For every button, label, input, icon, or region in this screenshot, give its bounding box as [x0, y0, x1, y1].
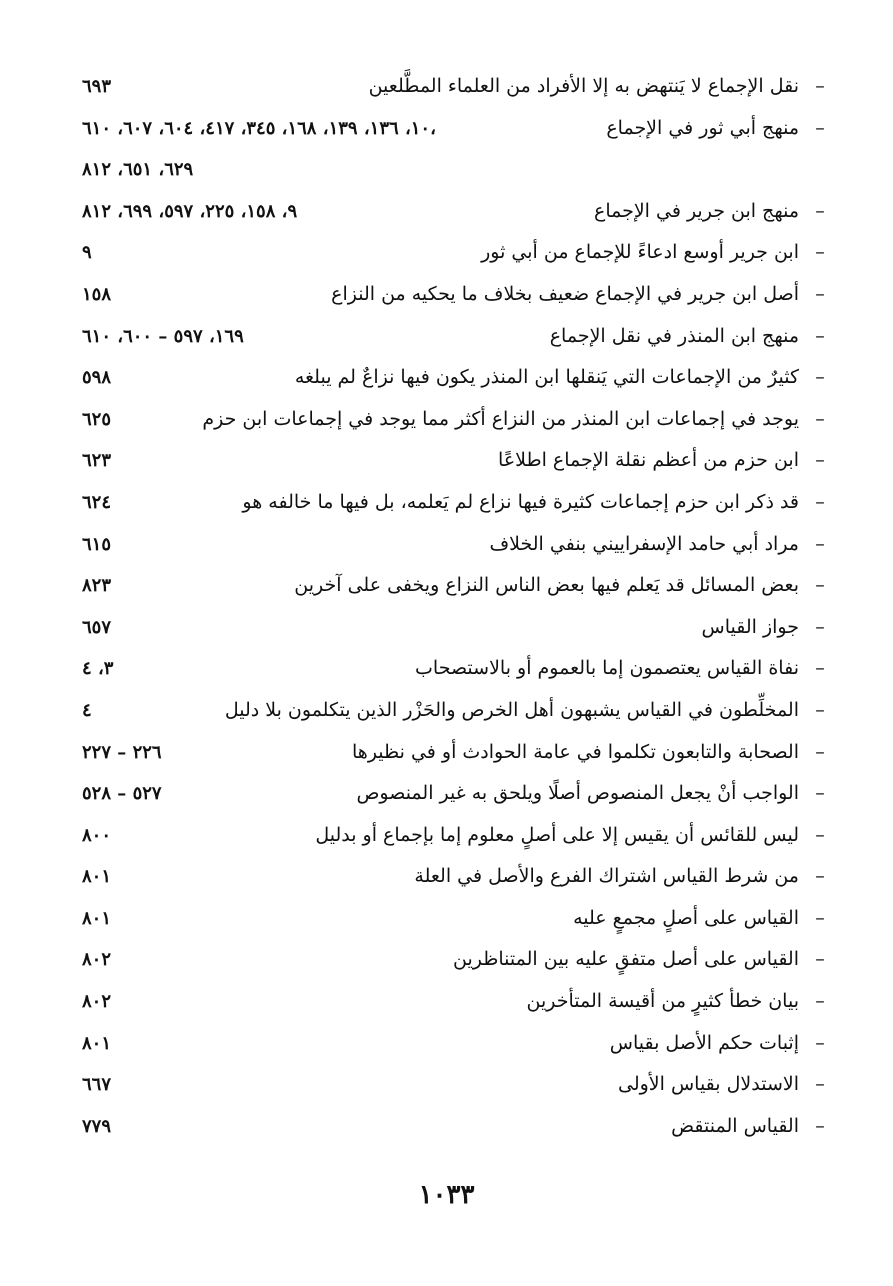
entry-pages: ٨٠٢	[82, 991, 112, 1013]
index-entry	[82, 191, 825, 233]
entry-text: يوجد في إجماعات ابن المنذر من النزاع أكثر مما يوجد في إجماعات ابن حزم	[202, 407, 799, 430]
entry-dash: –	[815, 948, 825, 971]
entry-pages: ٦٢٣	[82, 450, 112, 472]
index-entry	[82, 565, 825, 607]
index-entry	[82, 66, 825, 108]
entry-text: قد ذكر ابن حزم إجماعات كثيرة فيها نزاع لم يَعلمه، بل فيها ما خالفه هو	[242, 490, 799, 513]
entry-pages: ٨٠٠	[82, 824, 112, 846]
index-entry	[82, 732, 825, 774]
entry-text: الاستدلال بقياس الأولى	[618, 1073, 799, 1096]
index-entries	[82, 66, 825, 1147]
index-entry	[82, 232, 825, 274]
entry-pages: ٨٠٢	[82, 949, 112, 971]
entry-pages: ١٥٨	[82, 283, 112, 305]
entry-text: الواجب أنْ يجعل المنصوص أصلًا ويلحق به غير المنصوص	[356, 782, 799, 805]
entry-dash: –	[815, 1031, 825, 1054]
entry-text: الصحابة والتابعون تكلموا في عامة الحوادث أو في نظيرها	[352, 740, 799, 763]
entry-dash: –	[815, 75, 825, 97]
page-number: ١٠٣٣	[418, 1180, 475, 1210]
entry-pages: ٦٢٤	[82, 491, 112, 513]
entry-dash: –	[815, 199, 825, 222]
entry-dash: –	[815, 740, 825, 763]
index-entry	[82, 981, 825, 1023]
entry-dash: –	[815, 241, 825, 264]
entry-text: ابن حزم من أعظم نقلة الإجماع اطلاعًا	[498, 449, 799, 472]
entry-text: القياس على أصل متفقٍ عليه بين المتناظرين	[453, 948, 799, 971]
entry-dash: –	[815, 1114, 825, 1137]
entry-text: منهج أبي ثور في الإجماع	[606, 116, 799, 139]
entry-text: القياس المنتقض	[671, 1114, 799, 1137]
index-entry	[82, 440, 825, 482]
index-entry	[82, 607, 825, 649]
index-entry	[82, 898, 825, 940]
entry-dash: –	[815, 366, 825, 389]
entry-dash: –	[815, 407, 825, 430]
entry-text: جواز القياس	[701, 615, 799, 638]
entry-dash: –	[815, 449, 825, 472]
entry-pages: ٤	[82, 699, 92, 721]
entry-dash: –	[815, 116, 825, 139]
entry-text: من شرط القياس اشتراك الفرع والأصل في العلة	[414, 865, 799, 888]
index-entry	[82, 773, 825, 815]
index-entry-continuation	[82, 149, 813, 191]
entry-dash: –	[815, 615, 825, 638]
entry-pages: ١٠، ١٣٦، ١٣٩، ١٦٨، ٣٤٥، ٤١٧، ٦٠٤، ٦٠٧، ٦١٠،	[82, 117, 436, 139]
entry-pages: ٦٢٥	[82, 408, 112, 430]
entry-text: كثيرٌ من الإجماعات التي يَنقلها ابن المنذر يكون فيها نزاعٌ لم يبلغه	[294, 366, 799, 389]
index-entry	[82, 815, 825, 857]
entry-text: منهج ابن جرير في الإجماع	[593, 199, 799, 222]
entry-dash: –	[815, 574, 825, 597]
entry-text: نقل الإجماع لا يَنتهض به إلا الأفراد من العلماء المطَّلعين	[368, 75, 799, 97]
entry-pages: ٦١٥	[82, 533, 112, 555]
entry-pages: ٦٩٣	[82, 76, 112, 97]
index-entry	[82, 357, 825, 399]
index-entry	[82, 939, 825, 981]
index-entry	[82, 316, 825, 358]
entry-pages: ٢٢٦ – ٢٢٧	[82, 741, 162, 763]
entry-text: منهج ابن المنذر في نقل الإجماع	[549, 324, 799, 347]
entry-dash: –	[815, 990, 825, 1013]
entry-text: القياس على أصلٍ مجمعٍ عليه	[573, 906, 799, 929]
index-entry	[82, 1064, 825, 1106]
entry-dash: –	[815, 282, 825, 305]
entry-dash: –	[815, 782, 825, 805]
index-entry	[82, 690, 825, 732]
entry-text: المخلِّطون في القياس يشبهون أهل الخرص والحَزْر الذين يتكلمون بلا دليل	[224, 698, 799, 721]
entry-pages: ٧٧٩	[82, 1115, 112, 1137]
entry-text: ليس للقائس أن يقيس إلا على أصلٍ معلوم إما بإجماع أو بدليل	[315, 823, 799, 846]
index-entry	[82, 108, 825, 150]
entry-pages: ٩، ١٥٨، ٢٢٥، ٥٩٧، ٦٩٩، ٨١٢	[82, 200, 298, 222]
entry-pages: ٦٦٧	[82, 1074, 112, 1096]
entry-pages: ٨٢٣	[82, 575, 112, 597]
entry-text: بعض المسائل قد يَعلم فيها بعض الناس النزاع ويخفى على آخرين	[294, 574, 799, 597]
index-entry	[82, 1023, 825, 1065]
index-entry	[82, 482, 825, 524]
entry-pages: ٣، ٤	[82, 658, 114, 680]
entry-pages: ٥٢٧ – ٥٢٨	[82, 783, 162, 805]
entry-dash: –	[815, 698, 825, 721]
entry-pages: ٥٩٨	[82, 367, 112, 389]
index-entry	[82, 856, 825, 898]
index-entry	[82, 274, 825, 316]
entry-pages: ٨٠١	[82, 866, 112, 888]
entry-dash: –	[815, 532, 825, 555]
entry-text: نفاة القياس يعتصمون إما بالعموم أو بالاستصحاب	[415, 657, 799, 680]
entry-dash: –	[815, 1073, 825, 1096]
entry-dash: –	[815, 324, 825, 347]
entry-pages: ٩	[82, 242, 92, 264]
entry-pages: ٦٥٧	[82, 616, 112, 638]
entry-dash: –	[815, 865, 825, 888]
index-entry	[82, 1106, 825, 1148]
entry-pages: ٨٠١	[82, 907, 112, 929]
entry-dash: –	[815, 823, 825, 846]
entry-dash: –	[815, 657, 825, 680]
entry-text: مراد أبي حامد الإسفراييني بنفي الخلاف	[489, 532, 799, 555]
entry-text: ابن جرير أوسع ادعاءً للإجماع من أبي ثور	[481, 241, 799, 264]
index-entry	[82, 648, 825, 690]
entry-pages: ٨٠١	[82, 1032, 112, 1054]
entry-dash: –	[815, 490, 825, 513]
index-entry	[82, 524, 825, 566]
entry-pages: ١٦٩، ٥٩٧ – ٦٠٠، ٦١٠	[82, 325, 244, 347]
index-entry	[82, 399, 825, 441]
entry-text: إثبات حكم الأصل بقياس	[609, 1031, 799, 1054]
entry-dash: –	[815, 906, 825, 929]
entry-text: أصل ابن جرير في الإجماع ضعيف بخلاف ما يحكيه من النزاع	[331, 282, 799, 305]
entry-text: بيان خطأ كثيرٍ من أقيسة المتأخرين	[526, 990, 799, 1013]
entry-pages: ٦٢٩، ٦٥١، ٨١٢	[82, 159, 194, 181]
